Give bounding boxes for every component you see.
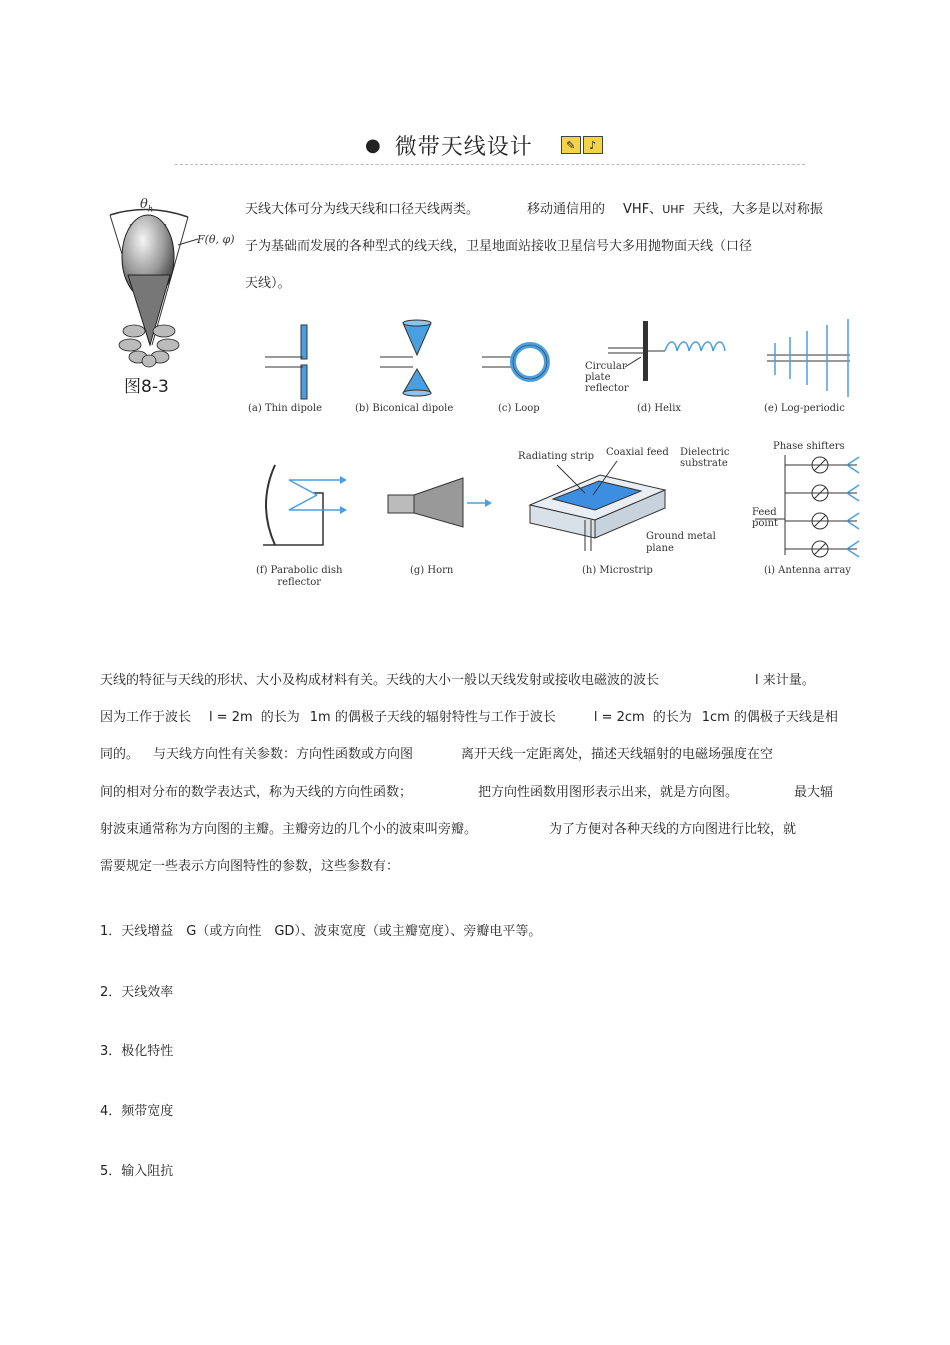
page-header (365, 130, 603, 160)
label-horn: (g) Horn (410, 565, 454, 576)
edit-icon[interactable]: ✎ (561, 136, 581, 154)
parabolic-dish-drawing (263, 465, 347, 545)
horn-drawing (388, 478, 492, 527)
body-line-1: 天线的特征与天线的形状、大小及构成材料有关。天线的大小一般以天线发射或接收电磁波的波长 l 来计量。 (100, 673, 815, 688)
bullet-icon: ● (365, 134, 381, 156)
thin-dipole-drawing (265, 325, 307, 399)
microstrip-coaxial-feed: Coaxial feed (606, 447, 669, 458)
loop-drawing (482, 345, 547, 379)
array-phase-shifters: Phase shifters (773, 441, 845, 452)
list-item: 4．频带宽度 (100, 1104, 174, 1119)
list-item: 5．输入阻抗 (100, 1164, 174, 1179)
body-line-2: 因为工作于波长 l = 2m 的长为 1m 的偶极子天线的辐射特性与工作于波长 l = 2cm 的长为 1cm 的偶极子天线是相 (100, 710, 838, 725)
label-antenna-array: (i) Antenna array (764, 565, 851, 576)
body-line-4: 间的相对分布的数学表达式，称为天线的方向性函数； 把方向性函数用图形表示出来，就是方向图。 最大辐 (100, 785, 834, 800)
microstrip-substrate: Dielectric substrate (680, 447, 730, 469)
f-theta-phi-label: F(θ, φ) (197, 233, 235, 246)
log-periodic-drawing (767, 319, 850, 397)
helix-reflector-note: Circular plate reflector (585, 361, 629, 394)
label-thin-dipole: (a) Thin dipole (248, 403, 323, 414)
list-item: 3．极化特性 (100, 1044, 174, 1059)
list-item: 1．天线增益 G（或方向性 GD）、波束宽度（或主瓣宽度）、旁瓣电平等。 (100, 924, 542, 939)
radiation-pattern-figure (100, 195, 240, 405)
body-line-3: 同的。 与天线方向性有关参数：方向性函数或方向图 离开天线一定距离处，描述天线辐射的电磁场强度在空 (100, 747, 774, 762)
microstrip-drawing (530, 461, 665, 551)
label-parabolic: (f) Parabolic dish reflector (256, 565, 343, 588)
microstrip-ground: Ground metal plane (646, 531, 716, 554)
intro-line-3: 天线）。 (245, 276, 291, 291)
sound-icon[interactable]: ♪ (583, 136, 603, 154)
theta-label: $\theta_h$ (140, 197, 153, 214)
header-icons (561, 136, 603, 154)
label-biconical-dipole: (b) Biconical dipole (355, 403, 454, 414)
figure-caption: 图8-3 (124, 377, 169, 397)
label-helix: (d) Helix (637, 403, 682, 414)
header-divider (175, 164, 805, 165)
antenna-array-drawing (755, 455, 859, 557)
label-log-periodic: (e) Log-periodic (764, 403, 845, 414)
body-line-5: 射波束通常称为方向图的主瓣。主瓣旁边的几个小的波束叫旁瓣。 为了方便对各种天线的方向图进行比较，就 (100, 822, 797, 837)
biconical-dipole-drawing (380, 320, 431, 396)
intro-line-2: 子为基础而发展的各种型式的线天线，卫星地面站接收卫星信号大多用抛物面天线（口径 (245, 239, 753, 254)
page-title: 微带天线设计 (394, 134, 533, 160)
list-item: 2．天线效率 (100, 985, 174, 1000)
label-microstrip: (h) Microstrip (582, 565, 653, 576)
label-loop: (c) Loop (498, 403, 540, 414)
array-feed-point: Feed point (752, 507, 779, 529)
intro-line-1: 天线大体可分为线天线和口径天线两类。 移动通信用的 VHF、UHF 天线，大多是以对称振 (245, 202, 823, 217)
body-line-6: 需要规定一些表示方向图特性的参数，这些参数有： (100, 859, 400, 874)
microstrip-radiating-strip: Radiating strip (518, 451, 595, 462)
